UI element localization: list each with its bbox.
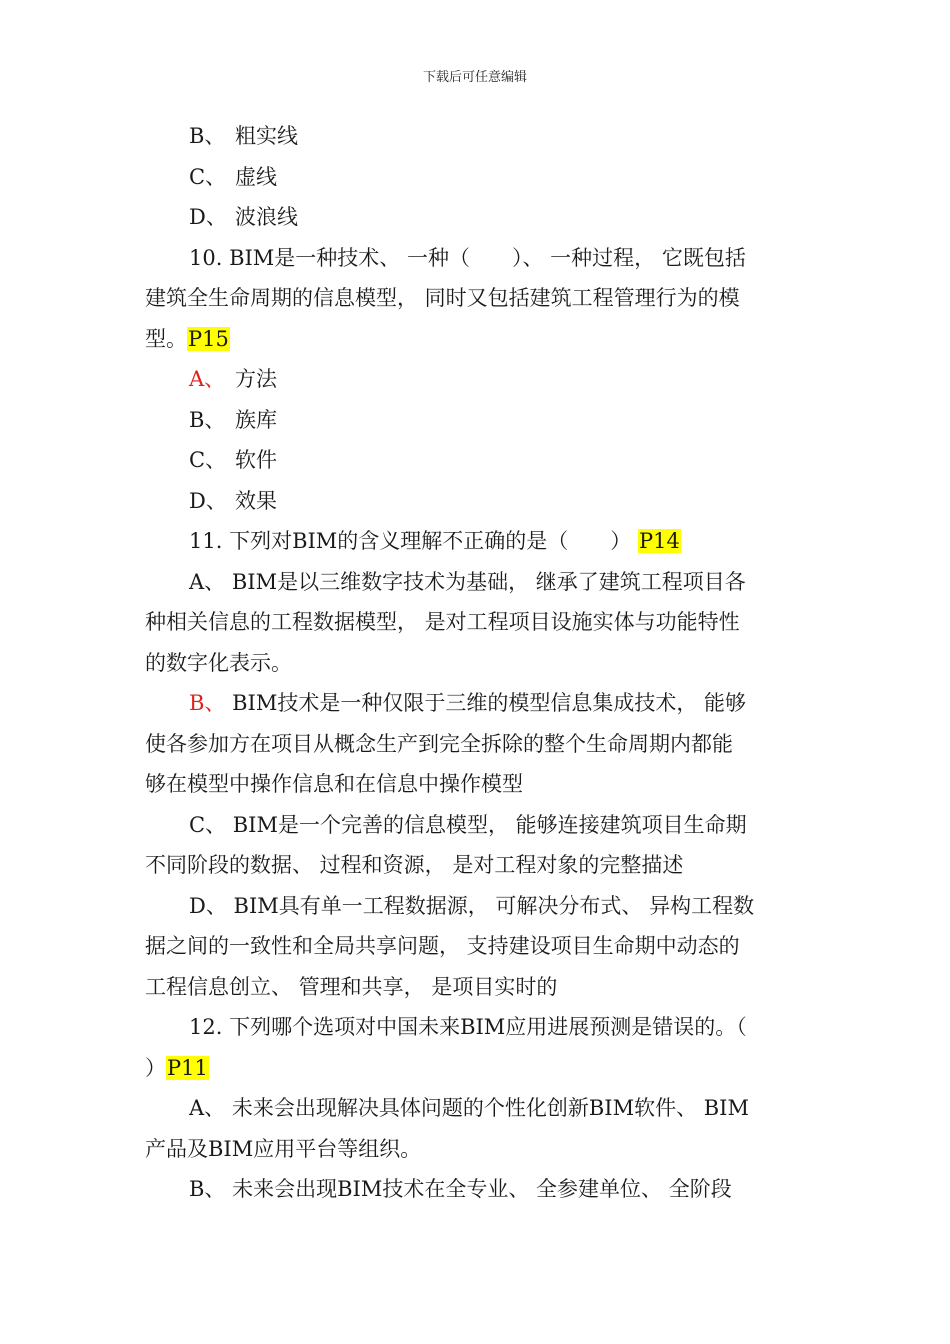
q10-stem-line-2: 建筑全生命周期的信息模型， 同时又包括建筑工程管理行为的模: [145, 286, 740, 310]
option-text: 虚线: [235, 164, 277, 189]
q11-option-d-line-1: [145, 886, 809, 927]
option-text: BIM是一个完善的信息模型， 能够连接建筑项目生命期: [226, 812, 747, 837]
q9-option-d: [145, 197, 809, 238]
option-text: 效果: [235, 488, 277, 513]
q12-stem-line-2: [145, 1048, 809, 1089]
q9-option-c: [145, 157, 809, 198]
document-body: [145, 116, 809, 1210]
option-text: 粗实线: [235, 124, 298, 148]
q11-option-b-line-3: 够在模型中操作信息和在信息中操作模型: [145, 772, 523, 796]
q11-option-a-line-1: [145, 562, 809, 603]
option-label: D、: [189, 205, 227, 229]
q11-option-c-line-1: [145, 805, 809, 846]
q12-option-a-line-2: 产品及BIM应用平台等组织。: [145, 1136, 422, 1161]
option-label: C、: [189, 812, 227, 837]
option-text: 软件: [235, 448, 277, 472]
option-label: B、: [189, 407, 226, 432]
q11-option-a-line-3: 的数字化表示。: [145, 650, 292, 675]
option-label: C、: [189, 448, 227, 472]
option-label: A、: [189, 569, 226, 594]
option-label: C、: [189, 164, 227, 189]
q10-page-ref: P15: [188, 326, 229, 351]
q10-stem-text: 型。: [145, 326, 187, 351]
option-text: BIM具有单一工程数据源， 可解决分布式、 异构工程数: [226, 893, 755, 918]
q12-stem-line-1: 12. 下列哪个选项对中国未来BIM应用进展预测是错误的。（: [189, 1015, 747, 1039]
q10-option-a: [145, 359, 809, 400]
option-label: D、: [189, 488, 227, 513]
q12-stem-text: ）: [145, 1055, 166, 1080]
option-label-answer: B、: [189, 691, 226, 715]
option-text: 族库: [235, 407, 277, 432]
option-text: BIM技术是一种仅限于三维的模型信息集成技术， 能够: [225, 691, 747, 715]
q10-option-d: [145, 481, 809, 522]
q10-stem-line-1: 10. BIM是一种技术、 一种（ ）、 一种过程， 它既包括: [189, 245, 746, 270]
q11-option-d-line-3: 工程信息创立、 管理和共享， 是项目实时的: [145, 974, 558, 999]
option-label-answer: A、: [189, 367, 226, 391]
q11-option-a-line-2: 种相关信息的工程数据模型， 是对工程项目设施实体与功能特性: [145, 610, 740, 634]
option-label: D、: [189, 893, 227, 918]
option-text: 方法: [235, 367, 277, 391]
q9-option-b: [145, 116, 809, 157]
q10-option-c: [145, 440, 809, 481]
q11-stem-text: 11. 下列对BIM的含义理解不正确的是（ ）: [189, 529, 632, 553]
option-label: B、: [189, 1177, 226, 1201]
q12-page-ref: P11: [167, 1055, 208, 1080]
q11-option-d-line-2: 据之间的一致性和全局共享问题， 支持建设项目生命期中动态的: [145, 934, 740, 958]
q12-option-a-line-1: [145, 1088, 809, 1129]
q10-option-b: [145, 400, 809, 441]
page-header: 下载后可任意编辑: [422, 70, 527, 85]
option-text: 未来会出现BIM技术在全专业、 全参建单位、 全阶段: [225, 1177, 732, 1201]
q11-stem: [145, 521, 809, 562]
option-text: BIM是以三维数字技术为基础， 继承了建筑工程项目各: [225, 569, 746, 594]
option-text: 未来会出现解决具体问题的个性化创新BIM软件、 BIM: [225, 1096, 749, 1120]
q12-option-b-line-1: [145, 1169, 809, 1210]
q11-option-b-line-1: [145, 683, 809, 724]
option-text: 波浪线: [235, 205, 298, 229]
option-label: A、: [189, 1096, 226, 1120]
option-label: B、: [189, 124, 226, 148]
q11-option-c-line-2: 不同阶段的数据、 过程和资源， 是对工程对象的完整描述: [145, 853, 684, 877]
q11-page-ref: P14: [639, 529, 680, 553]
q10-stem-line-3: [145, 319, 809, 360]
q11-option-b-line-2: 使各参加方在项目从概念生产到完全拆除的整个生命周期内都能: [145, 731, 733, 756]
